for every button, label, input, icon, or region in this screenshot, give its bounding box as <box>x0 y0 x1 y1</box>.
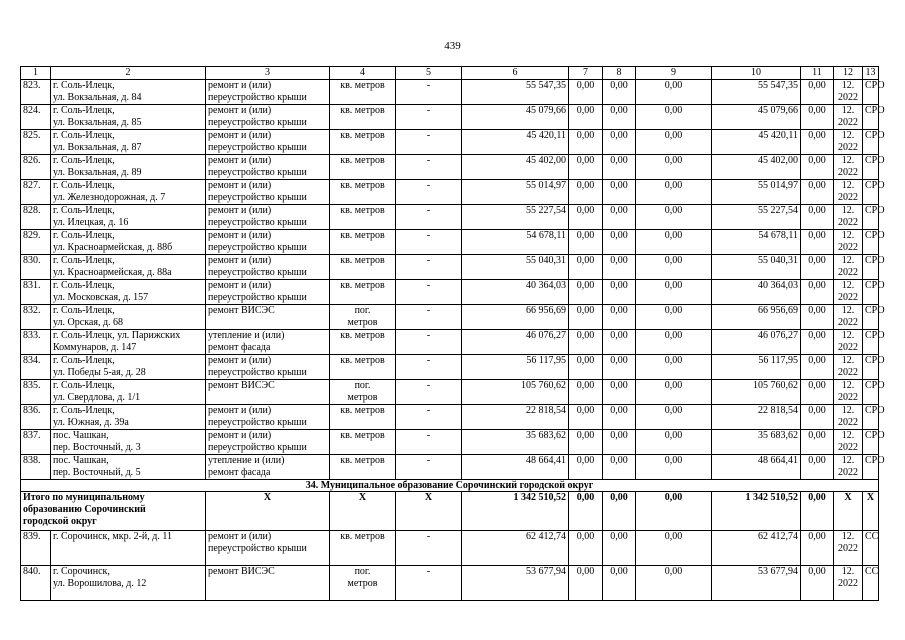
col11-cell: 0,00 <box>801 380 834 405</box>
cost-total-cell: 55 547,35 <box>462 80 569 105</box>
unit-cell: пог. метров <box>330 566 396 601</box>
deadline-cell: 12. 2022 <box>834 180 863 205</box>
unit-cell: кв. метров <box>330 180 396 205</box>
work-type-cell: ремонт и (или) переустройство крыши <box>206 531 330 566</box>
method-cell: СС <box>863 566 879 601</box>
row-number: 835. <box>21 380 51 405</box>
address-cell: г. Соль-Илецк, ул. Вокзальная, д. 84 <box>51 80 206 105</box>
table-row <box>21 155 879 180</box>
work-type-cell: ремонт и (или) переустройство крыши <box>206 405 330 430</box>
col8-cell: 0,00 <box>603 280 636 305</box>
work-type-cell: ремонт и (или) переустройство крыши <box>206 105 330 130</box>
col7-cell: 0,00 <box>569 230 603 255</box>
col7-cell: 0,00 <box>569 80 603 105</box>
col9-cell: 0,00 <box>636 105 712 130</box>
work-type-cell: ремонт и (или) переустройство крыши <box>206 280 330 305</box>
table-row <box>21 355 879 380</box>
cost-fund-cell: 66 956,69 <box>712 305 801 330</box>
table-row <box>21 455 879 480</box>
deadline-cell: 12. 2022 <box>834 130 863 155</box>
address-cell: г. Соль-Илецк, ул. Красноармейская, д. 88б <box>51 230 206 255</box>
method-cell: СРО <box>863 205 879 230</box>
col7-cell: 0,00 <box>569 405 603 430</box>
col8-cell: 0,00 <box>603 180 636 205</box>
method-cell: СРО <box>863 180 879 205</box>
deadline-cell: 12. 2022 <box>834 205 863 230</box>
cost-fund-cell: 55 040,31 <box>712 255 801 280</box>
cost-fund-cell: 53 677,94 <box>712 566 801 601</box>
col7-cell: 0,00 <box>569 455 603 480</box>
total-col8: 0,00 <box>603 492 636 531</box>
work-type-cell: утепление и (или) ремонт фасада <box>206 330 330 355</box>
method-cell: СРО <box>863 330 879 355</box>
cost-fund-cell: 55 014,97 <box>712 180 801 205</box>
col11-cell: 0,00 <box>801 305 834 330</box>
table-row <box>21 305 879 330</box>
col11-cell: 0,00 <box>801 230 834 255</box>
unit-cell: кв. метров <box>330 455 396 480</box>
total-cost-fund: 1 342 510,52 <box>712 492 801 531</box>
deadline-cell: 12. 2022 <box>834 380 863 405</box>
unit-cell: кв. метров <box>330 405 396 430</box>
row-number: 831. <box>21 280 51 305</box>
address-cell: г. Соль-Илецк, ул. Парижских Коммунаров, д. 147 <box>51 330 206 355</box>
work-type-cell: ремонт и (или) переустройство крыши <box>206 230 330 255</box>
col5-cell: - <box>396 430 462 455</box>
total-col9: 0,00 <box>636 492 712 531</box>
address-cell: г. Соль-Илецк, ул. Вокзальная, д. 89 <box>51 155 206 180</box>
col5-cell: - <box>396 355 462 380</box>
col11-cell: 0,00 <box>801 130 834 155</box>
cost-total-cell: 45 079,66 <box>462 105 569 130</box>
col11-cell: 0,00 <box>801 430 834 455</box>
cost-total-cell: 55 040,31 <box>462 255 569 280</box>
total-col11: 0,00 <box>801 492 834 531</box>
col5-cell: - <box>396 305 462 330</box>
unit-cell: кв. метров <box>330 105 396 130</box>
cost-total-cell: 66 956,69 <box>462 305 569 330</box>
col9-cell: 0,00 <box>636 355 712 380</box>
row-number: 830. <box>21 255 51 280</box>
cost-fund-cell: 48 664,41 <box>712 455 801 480</box>
col8-cell: 0,00 <box>603 380 636 405</box>
method-cell: СРО <box>863 355 879 380</box>
row-number: 838. <box>21 455 51 480</box>
table-row <box>21 180 879 205</box>
col5-cell: - <box>396 230 462 255</box>
col7-cell: 0,00 <box>569 155 603 180</box>
total-col7: 0,00 <box>569 492 603 531</box>
deadline-cell: 12. 2022 <box>834 405 863 430</box>
col7-cell: 0,00 <box>569 355 603 380</box>
total-label: Итого по муниципальному образованию Сорочинский городской округ <box>21 492 206 531</box>
column-number-cell: 1 <box>21 67 51 80</box>
col9-cell: 0,00 <box>636 180 712 205</box>
work-type-cell: ремонт ВИСЭС <box>206 380 330 405</box>
col7-cell: 0,00 <box>569 531 603 566</box>
row-number: 826. <box>21 155 51 180</box>
col11-cell: 0,00 <box>801 105 834 130</box>
total-col3: Х <box>206 492 330 531</box>
col11-cell: 0,00 <box>801 80 834 105</box>
total-col13: Х <box>863 492 879 531</box>
total-col12: Х <box>834 492 863 531</box>
total-col4: Х <box>330 492 396 531</box>
column-number-cell: 6 <box>462 67 569 80</box>
deadline-cell: 12. 2022 <box>834 80 863 105</box>
col8-cell: 0,00 <box>603 455 636 480</box>
address-cell: г. Сорочинск, мкр. 2-й, д. 11 <box>51 531 206 566</box>
column-number-cell: 8 <box>603 67 636 80</box>
row-number: 823. <box>21 80 51 105</box>
row-number: 824. <box>21 105 51 130</box>
work-type-cell: ремонт и (или) переустройство крыши <box>206 355 330 380</box>
address-cell: г. Соль-Илецк, ул. Южная, д. 39а <box>51 405 206 430</box>
deadline-cell: 12. 2022 <box>834 455 863 480</box>
work-type-cell: ремонт и (или) переустройство крыши <box>206 180 330 205</box>
deadline-cell: 12. 2022 <box>834 305 863 330</box>
column-number-cell: 5 <box>396 67 462 80</box>
cost-total-cell: 40 364,03 <box>462 280 569 305</box>
col8-cell: 0,00 <box>603 566 636 601</box>
col5-cell: - <box>396 280 462 305</box>
table-row <box>21 230 879 255</box>
table-row <box>21 280 879 305</box>
col5-cell: - <box>396 531 462 566</box>
cost-total-cell: 62 412,74 <box>462 531 569 566</box>
cost-fund-cell: 46 076,27 <box>712 330 801 355</box>
col8-cell: 0,00 <box>603 130 636 155</box>
col11-cell: 0,00 <box>801 355 834 380</box>
cost-total-cell: 35 683,62 <box>462 430 569 455</box>
work-type-cell: ремонт и (или) переустройство крыши <box>206 205 330 230</box>
column-number-cell: 12 <box>834 67 863 80</box>
col11-cell: 0,00 <box>801 330 834 355</box>
column-number-row <box>21 67 879 80</box>
cost-total-cell: 54 678,11 <box>462 230 569 255</box>
col8-cell: 0,00 <box>603 330 636 355</box>
unit-cell: кв. метров <box>330 255 396 280</box>
col9-cell: 0,00 <box>636 380 712 405</box>
col11-cell: 0,00 <box>801 180 834 205</box>
col5-cell: - <box>396 405 462 430</box>
unit-cell: кв. метров <box>330 355 396 380</box>
work-type-cell: ремонт ВИСЭС <box>206 305 330 330</box>
col9-cell: 0,00 <box>636 531 712 566</box>
cost-total-cell: 53 677,94 <box>462 566 569 601</box>
cost-fund-cell: 45 420,11 <box>712 130 801 155</box>
address-cell: г. Соль-Илецк, ул. Свердлова, д. 1/1 <box>51 380 206 405</box>
table-row <box>21 531 879 566</box>
row-number: 837. <box>21 430 51 455</box>
col7-cell: 0,00 <box>569 305 603 330</box>
col9-cell: 0,00 <box>636 80 712 105</box>
address-cell: пос. Чашкан, пер. Восточный, д. 3 <box>51 430 206 455</box>
col5-cell: - <box>396 155 462 180</box>
cost-total-cell: 55 227,54 <box>462 205 569 230</box>
col8-cell: 0,00 <box>603 305 636 330</box>
col11-cell: 0,00 <box>801 531 834 566</box>
col5-cell: - <box>396 255 462 280</box>
row-number: 832. <box>21 305 51 330</box>
unit-cell: кв. метров <box>330 80 396 105</box>
table-row <box>21 430 879 455</box>
cost-total-cell: 56 117,95 <box>462 355 569 380</box>
col9-cell: 0,00 <box>636 305 712 330</box>
column-number-cell: 3 <box>206 67 330 80</box>
unit-cell: кв. метров <box>330 230 396 255</box>
work-type-cell: ремонт и (или) переустройство крыши <box>206 130 330 155</box>
method-cell: СРО <box>863 130 879 155</box>
work-type-cell: ремонт и (или) переустройство крыши <box>206 80 330 105</box>
col9-cell: 0,00 <box>636 255 712 280</box>
page-number: 439 <box>444 40 461 52</box>
method-cell: СРО <box>863 380 879 405</box>
deadline-cell: 12. 2022 <box>834 566 863 601</box>
col9-cell: 0,00 <box>636 566 712 601</box>
cost-fund-cell: 105 760,62 <box>712 380 801 405</box>
col5-cell: - <box>396 80 462 105</box>
unit-cell: кв. метров <box>330 280 396 305</box>
address-cell: г. Соль-Илецк, ул. Орская, д. 68 <box>51 305 206 330</box>
deadline-cell: 12. 2022 <box>834 105 863 130</box>
col11-cell: 0,00 <box>801 405 834 430</box>
deadline-cell: 12. 2022 <box>834 531 863 566</box>
deadline-cell: 12. 2022 <box>834 255 863 280</box>
col7-cell: 0,00 <box>569 330 603 355</box>
cost-total-cell: 46 076,27 <box>462 330 569 355</box>
method-cell: СРО <box>863 230 879 255</box>
address-cell: г. Соль-Илецк, ул. Вокзальная, д. 87 <box>51 130 206 155</box>
col5-cell: - <box>396 566 462 601</box>
cost-fund-cell: 55 547,35 <box>712 80 801 105</box>
cost-total-cell: 45 420,11 <box>462 130 569 155</box>
col8-cell: 0,00 <box>603 430 636 455</box>
table-row <box>21 330 879 355</box>
col8-cell: 0,00 <box>603 531 636 566</box>
work-type-cell: ремонт и (или) переустройство крыши <box>206 255 330 280</box>
unit-cell: кв. метров <box>330 531 396 566</box>
unit-cell: кв. метров <box>330 330 396 355</box>
method-cell: СРО <box>863 280 879 305</box>
column-number-cell: 4 <box>330 67 396 80</box>
cost-fund-cell: 22 818,54 <box>712 405 801 430</box>
column-number-cell: 9 <box>636 67 712 80</box>
table-row <box>21 380 879 405</box>
col11-cell: 0,00 <box>801 566 834 601</box>
col9-cell: 0,00 <box>636 155 712 180</box>
work-type-cell: ремонт и (или) переустройство крыши <box>206 155 330 180</box>
col8-cell: 0,00 <box>603 80 636 105</box>
table-row <box>21 130 879 155</box>
row-number: 827. <box>21 180 51 205</box>
col9-cell: 0,00 <box>636 430 712 455</box>
method-cell: СРО <box>863 80 879 105</box>
unit-cell: пог. метров <box>330 305 396 330</box>
cost-fund-cell: 54 678,11 <box>712 230 801 255</box>
unit-cell: пог. метров <box>330 380 396 405</box>
row-number: 836. <box>21 405 51 430</box>
col11-cell: 0,00 <box>801 155 834 180</box>
row-number: 829. <box>21 230 51 255</box>
col7-cell: 0,00 <box>569 205 603 230</box>
col9-cell: 0,00 <box>636 230 712 255</box>
col11-cell: 0,00 <box>801 280 834 305</box>
row-number: 833. <box>21 330 51 355</box>
col9-cell: 0,00 <box>636 130 712 155</box>
row-number: 828. <box>21 205 51 230</box>
col5-cell: - <box>396 380 462 405</box>
col8-cell: 0,00 <box>603 255 636 280</box>
deadline-cell: 12. 2022 <box>834 155 863 180</box>
work-type-cell: ремонт ВИСЭС <box>206 566 330 601</box>
col5-cell: - <box>396 455 462 480</box>
deadline-cell: 12. 2022 <box>834 330 863 355</box>
col7-cell: 0,00 <box>569 430 603 455</box>
cost-total-cell: 45 402,00 <box>462 155 569 180</box>
unit-cell: кв. метров <box>330 155 396 180</box>
col5-cell: - <box>396 330 462 355</box>
capital-repair-table <box>20 66 885 601</box>
column-number-cell: 13 <box>863 67 879 80</box>
cost-fund-cell: 55 227,54 <box>712 205 801 230</box>
table-row <box>21 255 879 280</box>
table-row <box>21 105 879 130</box>
column-number-cell: 11 <box>801 67 834 80</box>
row-number: 834. <box>21 355 51 380</box>
table-row <box>21 80 879 105</box>
col7-cell: 0,00 <box>569 105 603 130</box>
cost-fund-cell: 40 364,03 <box>712 280 801 305</box>
col7-cell: 0,00 <box>569 130 603 155</box>
col11-cell: 0,00 <box>801 255 834 280</box>
col9-cell: 0,00 <box>636 455 712 480</box>
col8-cell: 0,00 <box>603 405 636 430</box>
column-number-cell: 10 <box>712 67 801 80</box>
cost-fund-cell: 45 402,00 <box>712 155 801 180</box>
column-number-cell: 2 <box>51 67 206 80</box>
work-type-cell: ремонт и (или) переустройство крыши <box>206 430 330 455</box>
row-number: 840. <box>21 566 51 601</box>
address-cell: пос. Чашкан, пер. Восточный, д. 5 <box>51 455 206 480</box>
col8-cell: 0,00 <box>603 230 636 255</box>
col5-cell: - <box>396 130 462 155</box>
section-row <box>21 480 879 492</box>
col7-cell: 0,00 <box>569 380 603 405</box>
deadline-cell: 12. 2022 <box>834 230 863 255</box>
column-number-cell: 7 <box>569 67 603 80</box>
address-cell: г. Соль-Илецк, ул. Илецкая, д. 16 <box>51 205 206 230</box>
col8-cell: 0,00 <box>603 105 636 130</box>
cost-fund-cell: 56 117,95 <box>712 355 801 380</box>
unit-cell: кв. метров <box>330 130 396 155</box>
cost-fund-cell: 35 683,62 <box>712 430 801 455</box>
cost-total-cell: 22 818,54 <box>462 405 569 430</box>
method-cell: СРО <box>863 305 879 330</box>
cost-fund-cell: 62 412,74 <box>712 531 801 566</box>
row-number: 825. <box>21 130 51 155</box>
address-cell: г. Соль-Илецк, ул. Московская, д. 157 <box>51 280 206 305</box>
col9-cell: 0,00 <box>636 205 712 230</box>
cost-fund-cell: 45 079,66 <box>712 105 801 130</box>
cost-total-cell: 55 014,97 <box>462 180 569 205</box>
deadline-cell: 12. 2022 <box>834 355 863 380</box>
col8-cell: 0,00 <box>603 355 636 380</box>
address-cell: г. Сорочинск, ул. Ворошилова, д. 12 <box>51 566 206 601</box>
col7-cell: 0,00 <box>569 180 603 205</box>
cost-total-cell: 48 664,41 <box>462 455 569 480</box>
col7-cell: 0,00 <box>569 280 603 305</box>
method-cell: СРО <box>863 405 879 430</box>
method-cell: СС <box>863 531 879 566</box>
col7-cell: 0,00 <box>569 255 603 280</box>
table-row <box>21 566 879 601</box>
address-cell: г. Соль-Илецк, ул. Победы 5-ая, д. 28 <box>51 355 206 380</box>
method-cell: СРО <box>863 255 879 280</box>
method-cell: СРО <box>863 430 879 455</box>
table-row <box>21 405 879 430</box>
total-col5: Х <box>396 492 462 531</box>
address-cell: г. Соль-Илецк, ул. Красноармейская, д. 88а <box>51 255 206 280</box>
col9-cell: 0,00 <box>636 330 712 355</box>
address-cell: г. Соль-Илецк, ул. Железнодорожная, д. 7 <box>51 180 206 205</box>
unit-cell: кв. метров <box>330 205 396 230</box>
unit-cell: кв. метров <box>330 430 396 455</box>
col5-cell: - <box>396 205 462 230</box>
cost-total-cell: 105 760,62 <box>462 380 569 405</box>
method-cell: СРО <box>863 455 879 480</box>
section-title: 34. Муниципальное образование Сорочинский городской округ <box>21 480 879 492</box>
col8-cell: 0,00 <box>603 155 636 180</box>
col11-cell: 0,00 <box>801 205 834 230</box>
col7-cell: 0,00 <box>569 566 603 601</box>
col8-cell: 0,00 <box>603 205 636 230</box>
row-number: 839. <box>21 531 51 566</box>
col5-cell: - <box>396 105 462 130</box>
method-cell: СРО <box>863 105 879 130</box>
method-cell: СРО <box>863 155 879 180</box>
table-row <box>21 205 879 230</box>
total-row <box>21 492 879 531</box>
col9-cell: 0,00 <box>636 405 712 430</box>
deadline-cell: 12. 2022 <box>834 280 863 305</box>
col5-cell: - <box>396 180 462 205</box>
address-cell: г. Соль-Илецк, ул. Вокзальная, д. 85 <box>51 105 206 130</box>
col9-cell: 0,00 <box>636 280 712 305</box>
work-type-cell: утепление и (или) ремонт фасада <box>206 455 330 480</box>
col11-cell: 0,00 <box>801 455 834 480</box>
total-cost: 1 342 510,52 <box>462 492 569 531</box>
deadline-cell: 12. 2022 <box>834 430 863 455</box>
